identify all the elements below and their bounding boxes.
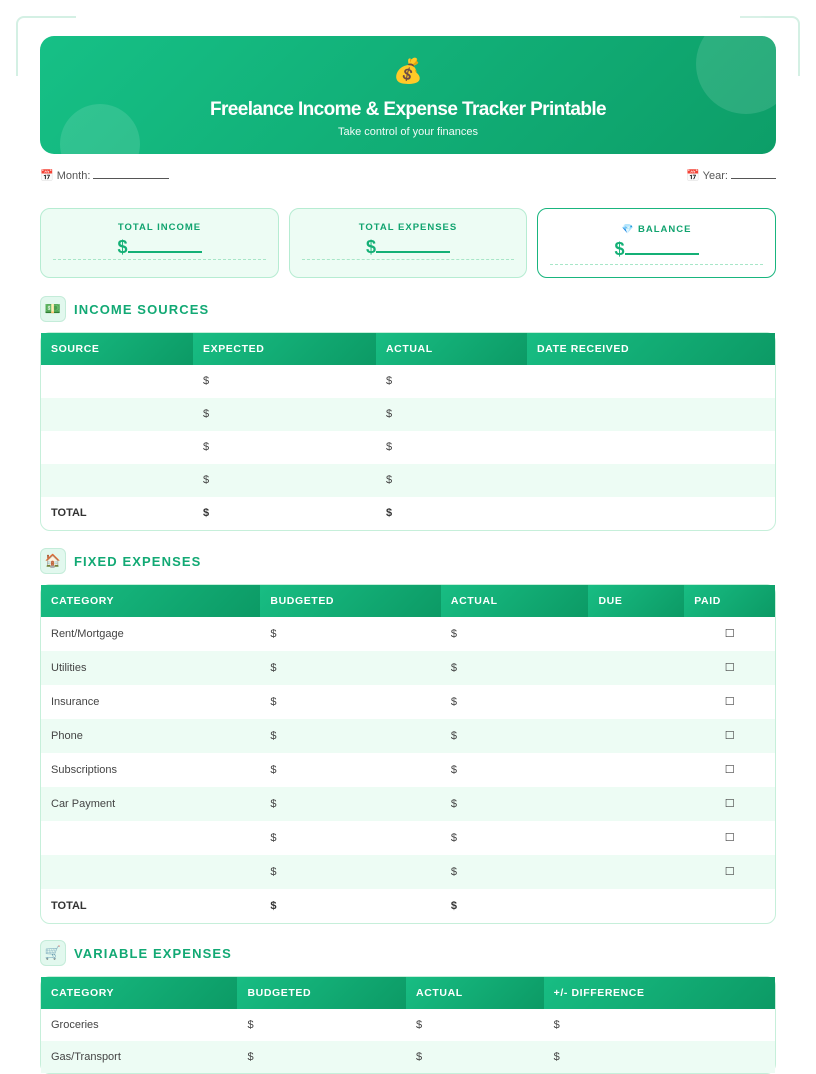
column-header: ACTUAL xyxy=(441,585,589,617)
category-cell[interactable] xyxy=(41,855,260,889)
table-row xyxy=(41,855,775,889)
paid-checkbox[interactable]: ☐ xyxy=(724,696,735,708)
actual-cell[interactable]: $ xyxy=(416,1019,423,1031)
variable-section-title: VARIABLE EXPENSES xyxy=(74,945,232,961)
paid-checkbox[interactable]: ☐ xyxy=(724,730,735,742)
total-income-card xyxy=(40,208,279,278)
month-blank-line[interactable] xyxy=(93,169,169,179)
budgeted-cell[interactable]: $ xyxy=(270,662,277,674)
page-title: Freelance Income & Expense Tracker Printable xyxy=(209,99,607,120)
column-header: BUDGETED xyxy=(260,585,441,617)
category-cell[interactable] xyxy=(41,821,260,855)
currency-symbol: $ xyxy=(365,237,376,257)
expected-cell[interactable]: $ xyxy=(203,441,210,453)
category-cell[interactable]: Subscriptions xyxy=(51,764,118,776)
table-header-row xyxy=(41,977,775,1009)
actual-cell[interactable]: $ xyxy=(386,408,393,420)
budgeted-cell[interactable]: $ xyxy=(270,832,277,844)
total-label: TOTAL xyxy=(51,900,87,912)
total-expenses-card xyxy=(289,208,527,278)
due-cell[interactable] xyxy=(589,651,685,685)
budgeted-cell[interactable]: $ xyxy=(270,866,277,878)
gem-icon: 💎 xyxy=(621,224,635,235)
due-cell[interactable] xyxy=(589,685,685,719)
date-cell[interactable] xyxy=(527,431,775,464)
budgeted-cell[interactable]: $ xyxy=(270,696,277,708)
actual-cell[interactable]: $ xyxy=(450,764,458,776)
total-expected-cell[interactable]: $ xyxy=(203,507,210,519)
amount-blank-line[interactable] xyxy=(625,241,699,255)
table-row xyxy=(41,617,775,651)
source-cell[interactable] xyxy=(41,464,193,497)
expected-cell[interactable]: $ xyxy=(203,474,210,486)
category-cell[interactable]: Phone xyxy=(51,730,83,742)
currency-symbol: $ xyxy=(117,237,128,257)
actual-cell[interactable]: $ xyxy=(386,375,393,387)
calendar-icon: 📅 xyxy=(686,170,700,182)
paid-checkbox[interactable]: ☐ xyxy=(724,764,735,776)
column-header: ACTUAL xyxy=(376,333,527,365)
variable-section-header xyxy=(40,940,232,966)
shopping-cart-icon: 🛒 xyxy=(40,940,66,966)
actual-cell[interactable]: $ xyxy=(450,696,458,708)
due-cell[interactable] xyxy=(589,719,685,753)
paid-checkbox[interactable]: ☐ xyxy=(724,798,735,810)
balance-amount[interactable] xyxy=(538,238,775,260)
total-row xyxy=(41,497,775,530)
table-row xyxy=(41,1009,775,1041)
column-header: BUDGETED xyxy=(237,977,406,1009)
total-paid-cell xyxy=(684,889,775,923)
column-header: ACTUAL xyxy=(406,977,544,1009)
table-row xyxy=(41,365,775,398)
year-label: Year: xyxy=(702,170,728,182)
category-cell[interactable]: Insurance xyxy=(51,696,100,708)
budgeted-cell[interactable]: $ xyxy=(270,798,277,810)
paid-checkbox[interactable]: ☐ xyxy=(724,662,735,674)
paid-checkbox[interactable]: ☐ xyxy=(724,628,735,640)
budgeted-cell[interactable]: $ xyxy=(270,730,277,742)
cash-icon: 💵 xyxy=(40,296,66,322)
column-header: CATEGORY xyxy=(41,585,260,617)
actual-cell[interactable]: $ xyxy=(386,441,393,453)
expected-cell[interactable]: $ xyxy=(203,408,210,420)
budgeted-cell[interactable]: $ xyxy=(247,1051,254,1063)
header-banner xyxy=(40,36,776,154)
date-cell[interactable] xyxy=(527,365,775,398)
source-cell[interactable] xyxy=(41,365,193,398)
dashed-divider xyxy=(550,264,763,265)
table-header-row xyxy=(41,333,775,365)
actual-cell[interactable]: $ xyxy=(386,474,393,486)
table-row xyxy=(41,398,775,431)
amount-blank-line[interactable] xyxy=(376,239,450,253)
house-icon: 🏠 xyxy=(40,548,66,574)
month-field[interactable] xyxy=(40,168,169,184)
total-income-amount[interactable] xyxy=(41,236,278,258)
expected-cell[interactable]: $ xyxy=(203,375,210,387)
column-header: EXPECTED xyxy=(193,333,376,365)
actual-cell[interactable]: $ xyxy=(450,798,458,810)
column-header: PAID xyxy=(684,585,775,617)
due-cell[interactable] xyxy=(589,617,685,651)
actual-cell[interactable]: $ xyxy=(450,662,458,674)
money-bag-icon: 💰 xyxy=(393,58,423,85)
due-cell[interactable] xyxy=(589,787,685,821)
category-cell[interactable]: Car Payment xyxy=(51,798,116,810)
dashed-divider xyxy=(53,259,266,260)
balance-label: 💎 BALANCE xyxy=(621,224,692,235)
amount-blank-line[interactable] xyxy=(128,239,202,253)
table-row xyxy=(41,1041,775,1073)
table-row xyxy=(41,431,775,464)
source-cell[interactable] xyxy=(41,398,193,431)
actual-cell[interactable]: $ xyxy=(450,866,458,878)
table-row xyxy=(41,719,775,753)
total-due-cell xyxy=(588,889,684,923)
column-header: SOURCE xyxy=(41,333,193,365)
paid-checkbox[interactable]: ☐ xyxy=(724,832,735,844)
table-row xyxy=(41,685,775,719)
currency-symbol: $ xyxy=(614,239,625,259)
due-cell[interactable] xyxy=(589,855,685,889)
page-subtitle: Take control of your finances xyxy=(337,126,479,138)
budgeted-cell[interactable]: $ xyxy=(247,1019,254,1031)
total-row xyxy=(41,889,775,923)
year-field[interactable] xyxy=(686,168,776,184)
fixed-expenses-table xyxy=(40,584,776,924)
balance-card xyxy=(537,208,776,278)
difference-cell[interactable]: $ xyxy=(553,1051,560,1063)
column-header: DUE xyxy=(588,585,684,617)
fixed-section-title: FIXED EXPENSES xyxy=(74,553,202,569)
year-blank-line[interactable] xyxy=(731,169,776,179)
income-section-header xyxy=(40,296,209,322)
table-row xyxy=(41,821,775,855)
column-header: +/- DIFFERENCE xyxy=(544,977,775,1009)
table-row xyxy=(41,787,775,821)
table-row xyxy=(41,753,775,787)
total-date-cell xyxy=(527,497,775,530)
source-cell[interactable] xyxy=(41,431,193,464)
actual-cell[interactable]: $ xyxy=(416,1051,423,1063)
table-row xyxy=(41,464,775,497)
calendar-icon: 📅 xyxy=(40,170,54,182)
total-expenses-amount[interactable] xyxy=(290,236,526,258)
due-cell[interactable] xyxy=(589,753,685,787)
variable-expenses-table xyxy=(40,976,776,1074)
total-budgeted-cell[interactable]: $ xyxy=(270,900,277,912)
total-actual-cell[interactable]: $ xyxy=(386,507,393,519)
table-row xyxy=(41,651,775,685)
actual-cell[interactable]: $ xyxy=(450,730,458,742)
budgeted-cell[interactable]: $ xyxy=(270,628,277,640)
paid-checkbox[interactable]: ☐ xyxy=(724,866,735,878)
column-header: DATE RECEIVED xyxy=(527,333,775,365)
total-actual-cell[interactable]: $ xyxy=(450,900,458,912)
actual-cell[interactable]: $ xyxy=(450,628,458,640)
fixed-section-header xyxy=(40,548,201,574)
total-expenses-label: TOTAL EXPENSES xyxy=(358,222,458,233)
actual-cell[interactable]: $ xyxy=(450,832,458,844)
column-header: CATEGORY xyxy=(41,977,237,1009)
category-cell[interactable]: Gas/Transport xyxy=(51,1051,121,1063)
date-cell[interactable] xyxy=(527,464,775,497)
budgeted-cell[interactable]: $ xyxy=(270,764,277,776)
dashed-divider xyxy=(302,259,514,260)
table-header-row xyxy=(41,585,775,617)
category-cell[interactable]: Rent/Mortgage xyxy=(51,628,124,640)
total-label: TOTAL xyxy=(51,507,87,519)
category-cell[interactable]: Utilities xyxy=(51,662,87,674)
income-section-title: INCOME SOURCES xyxy=(74,301,210,317)
difference-cell[interactable]: $ xyxy=(553,1019,560,1031)
category-cell[interactable]: Groceries xyxy=(51,1019,99,1031)
total-income-label: TOTAL INCOME xyxy=(117,222,202,233)
income-table xyxy=(40,332,776,531)
date-cell[interactable] xyxy=(527,398,775,431)
due-cell[interactable] xyxy=(589,821,685,855)
month-label: Month: xyxy=(56,170,91,182)
